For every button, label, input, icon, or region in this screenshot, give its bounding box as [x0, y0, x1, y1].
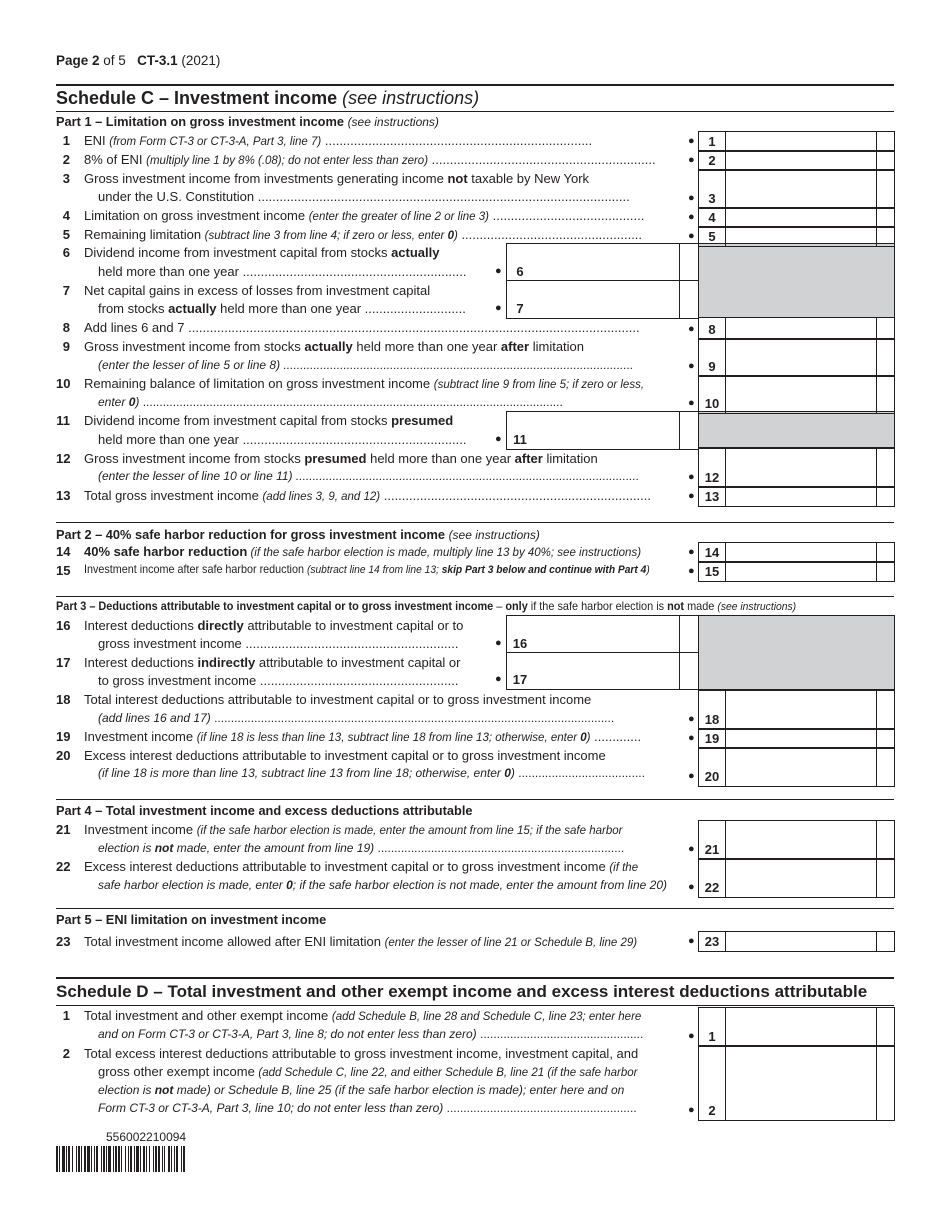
bullet-icon: ● — [495, 265, 502, 277]
divider — [56, 84, 894, 86]
schedule-d-title: Schedule D – Total investment and other exempt income and excess interest deductions attributable — [56, 982, 868, 1001]
cents-field[interactable] — [876, 169, 895, 209]
cents-field[interactable] — [876, 207, 895, 228]
amount-field[interactable] — [725, 448, 877, 488]
cents-field[interactable] — [876, 317, 895, 340]
barcode-bar — [171, 1146, 172, 1172]
barcode-bar — [158, 1146, 160, 1172]
barcode-bar — [76, 1146, 77, 1172]
cents-field[interactable] — [876, 375, 895, 414]
line-number-box: 2 — [698, 1045, 726, 1121]
barcode-bar — [149, 1146, 150, 1172]
part2-heading: Part 2 – 40% safe harbor reduction for gross investment income (see instructions) — [56, 527, 540, 542]
bullet-icon: ● — [688, 935, 695, 947]
bullet-icon: ● — [688, 732, 695, 744]
cents-field[interactable] — [679, 280, 699, 319]
page-count: of 5 — [103, 53, 126, 68]
form-year: (2021) — [181, 53, 221, 68]
barcode-bar — [140, 1146, 141, 1172]
barcode-bar — [115, 1146, 117, 1172]
amount-field[interactable] — [725, 690, 877, 730]
cents-field[interactable] — [876, 131, 895, 152]
part1-heading: Part 1 – Limitation on gross investment income (see instructions) — [56, 114, 439, 129]
barcode-bar — [62, 1146, 65, 1172]
line-number-box: 12 — [698, 448, 726, 488]
cents-field[interactable] — [876, 820, 895, 860]
cents-field[interactable] — [876, 561, 895, 582]
bullet-icon: ● — [688, 135, 695, 147]
barcode-bar — [108, 1146, 111, 1172]
bullet-icon: ● — [688, 192, 695, 204]
cents-field[interactable] — [876, 150, 895, 171]
divider — [56, 596, 894, 597]
barcode-bar — [162, 1146, 163, 1172]
line-number-box: 22 — [698, 858, 726, 898]
bullet-icon: ● — [688, 230, 695, 242]
bullet-icon: ● — [688, 713, 695, 725]
barcode-bar — [96, 1146, 98, 1172]
divider — [56, 908, 894, 909]
line-number-box: 23 — [698, 931, 726, 952]
amount-field[interactable] — [725, 747, 877, 787]
part3-heading: Part 3 – Deductions attributable to investment capital or to gross investment income – only if the safe harbor election is not made (see instructions) — [56, 600, 797, 613]
page-header — [56, 53, 220, 68]
cents-field[interactable] — [876, 1007, 895, 1047]
shaded-area — [698, 243, 895, 318]
bullet-icon: ● — [688, 323, 695, 335]
barcode-bar — [87, 1146, 90, 1172]
cents-field[interactable] — [876, 486, 895, 507]
part4-heading: Part 4 – Total investment income and excess deductions attributable — [56, 803, 473, 818]
barcode-bar — [183, 1146, 185, 1172]
bullet-icon: ● — [495, 637, 502, 649]
amount-field[interactable] — [725, 728, 877, 749]
cents-field[interactable] — [876, 747, 895, 787]
line-number-box: 8 — [698, 317, 726, 340]
cents-field[interactable] — [876, 1045, 895, 1121]
amount-field[interactable] — [725, 542, 877, 563]
line-number-box: 16 — [506, 615, 534, 654]
cents-field[interactable] — [876, 338, 895, 377]
barcode-bar — [130, 1146, 132, 1172]
cents-field[interactable] — [679, 652, 699, 690]
amount-field[interactable] — [725, 931, 877, 952]
barcode-bar — [59, 1146, 60, 1172]
line-number-box: 3 — [698, 169, 726, 209]
bullet-icon: ● — [688, 546, 695, 558]
amount-field[interactable] — [533, 280, 679, 319]
amount-field[interactable] — [533, 615, 679, 654]
line-number-box: 11 — [506, 411, 534, 450]
bullet-icon: ● — [688, 1030, 695, 1042]
cents-field[interactable] — [876, 448, 895, 488]
amount-field[interactable] — [725, 226, 877, 247]
line-number-box: 18 — [698, 690, 726, 730]
bullet-icon: ● — [688, 471, 695, 483]
cents-field[interactable] — [679, 243, 699, 282]
cents-field[interactable] — [876, 690, 895, 730]
amount-field[interactable] — [533, 652, 679, 690]
line-number-box: 1 — [698, 131, 726, 152]
bullet-icon: ● — [688, 770, 695, 782]
divider — [56, 111, 894, 112]
bullet-icon: ● — [688, 565, 695, 577]
line-number-box: 15 — [698, 561, 726, 582]
bullet-icon: ● — [495, 433, 502, 445]
schedule-c-title: Schedule C – Investment income (see instructions) — [56, 88, 480, 108]
cents-field[interactable] — [876, 542, 895, 563]
amount-field[interactable] — [725, 1007, 877, 1047]
bullet-icon: ● — [688, 360, 695, 372]
amount-field[interactable] — [725, 169, 877, 209]
divider — [56, 1005, 894, 1006]
bullet-icon: ● — [688, 154, 695, 166]
line-number-box: 19 — [698, 728, 726, 749]
cents-field[interactable] — [876, 226, 895, 247]
barcode-bar — [68, 1146, 70, 1172]
barcode-bar — [174, 1146, 175, 1172]
amount-field[interactable] — [725, 207, 877, 228]
barcode-bar — [181, 1146, 182, 1172]
line-number-box: 21 — [698, 820, 726, 860]
amount-field[interactable] — [725, 317, 877, 340]
barcode-bar — [168, 1146, 170, 1172]
amount-field[interactable] — [725, 820, 877, 860]
line-number-box: 10 — [698, 375, 726, 414]
barcode-bar — [121, 1146, 122, 1172]
barcode-bar — [56, 1146, 58, 1172]
barcode-bar — [91, 1146, 92, 1172]
cents-field[interactable] — [679, 411, 699, 450]
barcode-bar — [153, 1146, 154, 1172]
barcode-number: 556002210094 — [106, 1130, 187, 1144]
cents-field[interactable] — [876, 858, 895, 898]
barcode-bar — [125, 1146, 126, 1172]
amount-field[interactable] — [725, 131, 877, 152]
barcode-bar — [113, 1146, 114, 1172]
amount-field[interactable] — [725, 375, 877, 414]
barcode-bar — [136, 1146, 139, 1172]
amount-field[interactable] — [725, 338, 877, 377]
cents-field[interactable] — [876, 931, 895, 952]
line-number-box: 6 — [506, 243, 534, 282]
cents-field[interactable] — [876, 728, 895, 749]
line-number-box: 17 — [506, 652, 534, 690]
bullet-icon: ● — [688, 211, 695, 223]
barcode-bar — [106, 1146, 107, 1172]
shaded-area — [698, 411, 895, 448]
divider — [56, 799, 894, 800]
line-number-box: 2 — [698, 150, 726, 171]
barcode-bar — [81, 1146, 82, 1172]
amount-field[interactable] — [725, 561, 877, 582]
barcode-bar — [176, 1146, 178, 1172]
barcode-bar — [72, 1146, 73, 1172]
amount-field[interactable] — [533, 243, 679, 282]
bullet-icon: ● — [688, 843, 695, 855]
barcode-bar — [94, 1146, 95, 1172]
barcode-bar — [84, 1146, 86, 1172]
part5-heading: Part 5 – ENI limitation on investment income — [56, 912, 327, 927]
amount-field[interactable] — [725, 150, 877, 171]
line-number-box: 20 — [698, 747, 726, 787]
barcode-bar — [143, 1146, 145, 1172]
line-number-box: 4 — [698, 207, 726, 228]
barcode-bar — [66, 1146, 67, 1172]
amount-field[interactable] — [533, 411, 679, 450]
barcode-bar — [134, 1146, 135, 1172]
barcode-icon — [56, 1146, 240, 1172]
barcode-bar — [164, 1146, 165, 1172]
amount-field[interactable] — [725, 1045, 877, 1121]
divider — [56, 522, 894, 523]
page-number: Page 2 — [56, 53, 100, 68]
barcode-bar — [118, 1146, 120, 1172]
barcode-bar — [78, 1146, 80, 1172]
amount-field[interactable] — [725, 486, 877, 507]
barcode-bar — [103, 1146, 105, 1172]
shaded-area — [698, 615, 895, 690]
line-number-box: 14 — [698, 542, 726, 563]
bullet-icon: ● — [688, 1104, 695, 1116]
bullet-icon: ● — [495, 673, 502, 685]
line-number-box: 13 — [698, 486, 726, 507]
barcode-bar — [101, 1146, 102, 1172]
barcode-bar — [155, 1146, 157, 1172]
line-number-box: 1 — [698, 1007, 726, 1047]
barcode-bar — [128, 1146, 129, 1172]
barcode-bar — [146, 1146, 147, 1172]
divider — [56, 977, 894, 979]
bullet-icon: ● — [688, 397, 695, 409]
amount-field[interactable] — [725, 858, 877, 898]
line-number-box: 5 — [698, 226, 726, 247]
line-number-box: 7 — [506, 280, 534, 319]
bullet-icon: ● — [688, 881, 695, 893]
form-number: CT-3.1 — [137, 53, 178, 68]
cents-field[interactable] — [679, 615, 699, 654]
line-number-box: 9 — [698, 338, 726, 377]
bullet-icon: ● — [688, 490, 695, 502]
bullet-icon: ● — [495, 302, 502, 314]
